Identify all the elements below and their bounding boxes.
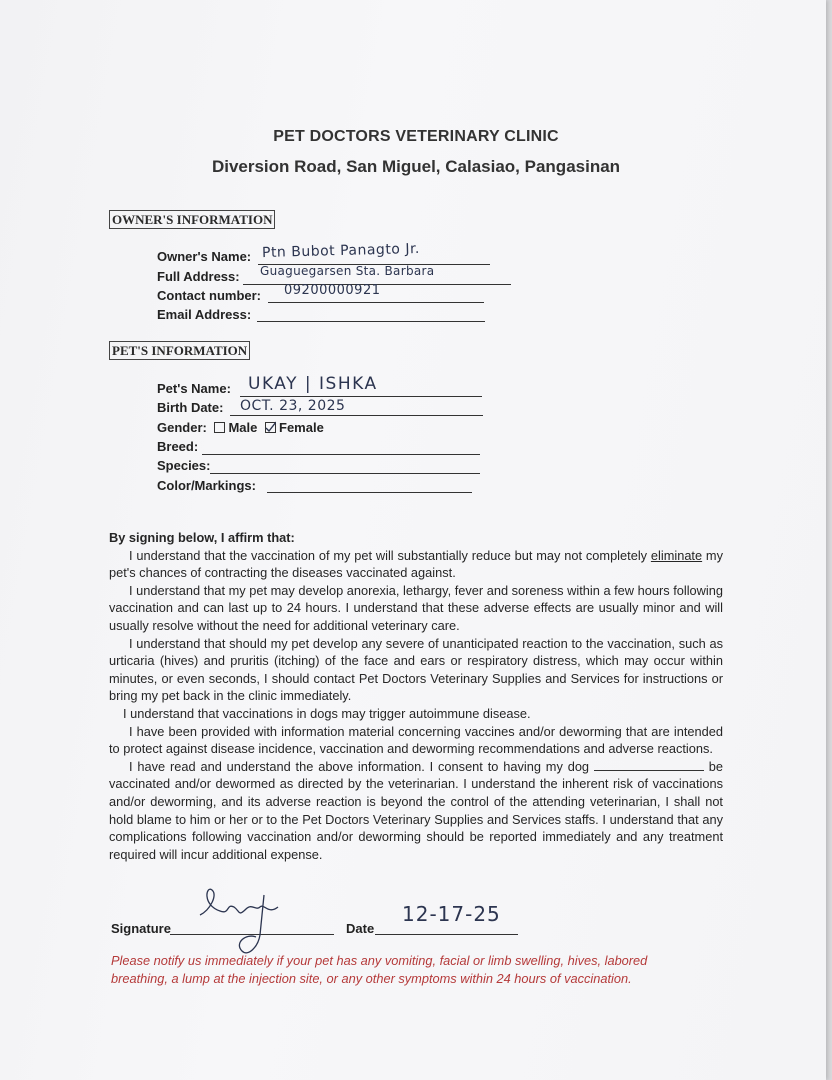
female-checkbox[interactable] [265,422,276,433]
birth-date-label: Birth Date: [157,400,224,415]
species-line[interactable] [210,473,480,474]
clinic-address: Diversion Road, San Miguel, Calasiao, Pangasinan [211,157,621,176]
clinic-name: PET DOCTORS VETERINARY CLINIC [273,128,559,145]
affirmation-p5: I have been provided with information material concerning vaccines and/or deworming that are intended to protect against disease incidence, vaccination and deworming recommendations and adverse reactions. [109,723,723,757]
color-markings-label: Color/Markings: [157,478,256,493]
full-address-label: Full Address: [157,269,240,284]
date-label: Date [346,921,375,936]
male-checkbox[interactable] [214,422,225,433]
dog-name-blank[interactable] [594,760,704,771]
species-label: Species: [157,458,211,473]
contact-number-line [268,302,484,303]
date-value[interactable]: 12-17-25 [402,902,501,926]
handwritten-signature [190,885,290,960]
breed-line[interactable] [202,454,480,455]
affirmation-p2: I understand that my pet may develop anorexia, lethargy, fever and soreness within a few hours following vaccination and can last up to 24 hours. I understand that these adverse effects are usually minor and will usually resolve without the need for additional veterinary care. [109,582,723,633]
pet-name-label: Pet's Name: [157,381,231,396]
birth-date-line [230,415,483,416]
gender-label: Gender: [157,420,207,435]
full-address-value[interactable]: Guaguegarsen Sta. Barbara [260,264,435,278]
pet-name-line [240,396,482,397]
color-markings-line[interactable] [267,492,472,493]
affirmation-lead: By signing below, I affirm that: [109,530,295,545]
affirmation-text [109,529,723,863]
pet-name-value[interactable]: UKAY | ISHKA [248,374,378,394]
email-line [257,321,485,322]
affirmation-p6: I have read and understand the above information. I consent to having my dog be vaccinated and/or dewormed as directed by the veterinarian. I understand the inherent risk of vaccinations and/or deworming, and its adverse reaction is beyond the control of the attending veterinarian, I shall not hold blame to him or her or to the Pet Doctors Veterinary Supplies and Services staffs. I understand that any complications following vaccination and/or deworming should be reported immediately and any treatment required will incur additional expense. [109,758,723,862]
birth-date-value[interactable]: OCT. 23, 2025 [240,398,346,414]
breed-label: Breed: [157,439,199,454]
pet-section-title: PET'S INFORMATION [109,341,250,360]
gender-row [157,420,324,435]
owner-section-title: OWNER'S INFORMATION [109,210,275,229]
email-label: Email Address: [157,307,252,322]
contact-number-value[interactable]: 09200000921 [284,283,381,298]
contact-number-label: Contact number: [157,288,261,303]
date-line[interactable] [375,934,518,935]
owner-name-value[interactable]: Ptn Bubot Panagto Jr. [261,240,421,262]
checkmark-icon [265,421,276,432]
gender-male-label: Male [228,420,258,435]
owner-name-label: Owner's Name: [157,249,252,264]
gender-female-label: Female [279,420,324,435]
signature-label: Signature [111,921,171,936]
affirmation-p1: I understand that the vaccination of my pet will substantially reduce but may not completely eliminate my pet's chances of contracting the diseases vaccinated against. [109,547,723,581]
notice-text: Please notify us immediately if your pet has any vomiting, facial or limb swelling, hives, labored breathing, a lump at the injection site, or any other symptoms within 24 hours of vaccination. [111,953,648,986]
affirmation-p3: I understand that should my pet develop any severe of unanticipated reaction to the vaccination, such as urticaria (hives) and pruritis (itching) of the face and ears or respiratory distress, which may occur within minutes, or even seconds, I should contact Pet Doctors Veterinary Supplies and Services for instructions or bring my pet back in the clinic immediately. [109,635,723,704]
affirmation-p4: I understand that vaccinations in dogs may trigger autoimmune disease. [123,705,531,721]
